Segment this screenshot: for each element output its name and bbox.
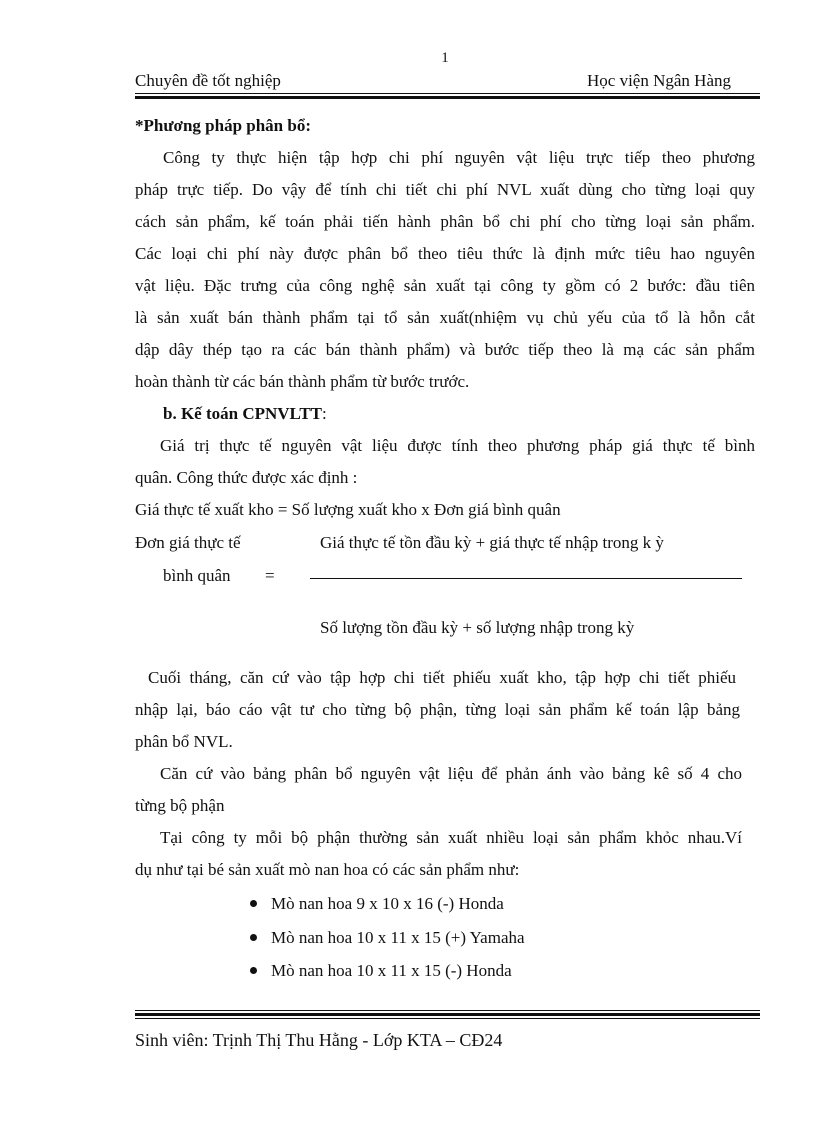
fraction-bar bbox=[310, 578, 742, 579]
header-title-left: Chuyên đề tốt nghiệp bbox=[135, 71, 281, 90]
list-item-text: Mò nan hoa 10 x 11 x 15 (+) Yamaha bbox=[271, 928, 525, 947]
paragraph-line: Các loại chi phí này được phân bổ theo tiêu thức là định mức tiêu hao nguyên bbox=[135, 244, 755, 263]
paragraph-line: vật liệu. Đặc trưng của công nghệ sản xuất tại công ty gồm có 2 bước: đầu tiên bbox=[135, 276, 755, 295]
paragraph-line: cách sản phẩm, kế toán phải tiến hành phân bổ chi phí cho từng loại sản phẩm. bbox=[135, 212, 755, 231]
list-item bbox=[250, 928, 525, 948]
footer-rule-thin-bottom bbox=[135, 1018, 760, 1019]
paragraph-line: Giá trị thực tế nguyên vật liệu được tính theo phương pháp giá thực tế bình bbox=[160, 436, 755, 455]
bullet-icon bbox=[250, 900, 257, 907]
paragraph-line: quân. Công thức được xác định : bbox=[135, 468, 358, 487]
formula-issue-price: Giá thực tế xuất kho = Số lượng xuất kho x Đơn giá bình quân bbox=[135, 500, 561, 519]
bullet-icon bbox=[250, 934, 257, 941]
bullet-icon bbox=[250, 967, 257, 974]
list-item bbox=[250, 894, 504, 914]
paragraph-line: từng bộ phận bbox=[135, 796, 225, 815]
formula-equals: = bbox=[265, 566, 275, 585]
footer-student-info: Sinh viên: Trịnh Thị Thu Hằng - Lớp KTA – CĐ24 bbox=[135, 1030, 503, 1050]
paragraph-line: Tại công ty mỗi bộ phận thường sản xuất nhiều loại sản phẩm khỏc nhau.Ví bbox=[160, 828, 742, 847]
paragraph-line: nhập lại, báo cáo vật tư cho từng bộ phận, từng loại sản phẩm kế toán lập bảng bbox=[135, 700, 740, 719]
list-item-text: Mò nan hoa 10 x 11 x 15 (-) Honda bbox=[271, 961, 512, 980]
paragraph-line: pháp trực tiếp. Do vậy để tính chi tiết chi phí NVL xuất dùng cho từng loại quy bbox=[135, 180, 755, 199]
subheading-colon: : bbox=[322, 404, 327, 423]
section-heading: *Phương pháp phân bổ: bbox=[135, 116, 312, 135]
list-item-text: Mò nan hoa 9 x 10 x 16 (-) Honda bbox=[271, 894, 504, 913]
footer-rule-thin-top bbox=[135, 1010, 760, 1011]
paragraph-line: dập dây thép tạo ra các bán thành phẩm) và bước tiếp theo là mạ các sản phẩm bbox=[135, 340, 755, 359]
paragraph-line: Công ty thực hiện tập hợp chi phí nguyên vật liệu trực tiếp theo phương bbox=[163, 148, 755, 167]
formula-denominator: Số lượng tồn đầu kỳ + số lượng nhập trong kỳ bbox=[320, 618, 635, 637]
formula-label-line2: bình quân bbox=[163, 566, 231, 585]
formula-numerator: Giá thực tế tồn đầu kỳ + giá thực tế nhập trong k ỳ bbox=[320, 533, 664, 552]
paragraph-line: phân bổ NVL. bbox=[135, 732, 233, 751]
header-rule-thick bbox=[135, 96, 760, 99]
paragraph-line: Cuối tháng, căn cứ vào tập hợp chi tiết phiếu xuất kho, tập hợp chi tiết phiếu bbox=[148, 668, 736, 687]
paragraph-line: dụ như tại bé sản xuất mò nan hoa có các sản phẩm như: bbox=[135, 860, 520, 879]
page-number: 1 bbox=[441, 50, 449, 66]
formula-label-line1: Đơn giá thực tế bbox=[135, 533, 241, 552]
subheading bbox=[163, 404, 327, 424]
list-item bbox=[250, 961, 512, 981]
paragraph-line: Căn cứ vào bảng phân bổ nguyên vật liệu để phản ánh vào bảng kê số 4 cho bbox=[160, 764, 742, 783]
header-rule-thin bbox=[135, 93, 760, 94]
header-title-right: Học viện Ngân Hàng bbox=[587, 71, 731, 90]
subheading-bold: b. Kế toán CPNVLTT bbox=[163, 404, 323, 423]
paragraph-line: là sản xuất bán thành phẩm tại tổ sản xuất(nhiệm vụ chủ yếu của tổ là hỗn cắt bbox=[135, 308, 755, 327]
footer-rule-thick bbox=[135, 1013, 760, 1016]
paragraph-line: hoàn thành từ các bán thành phẩm từ bước trước. bbox=[135, 372, 470, 391]
